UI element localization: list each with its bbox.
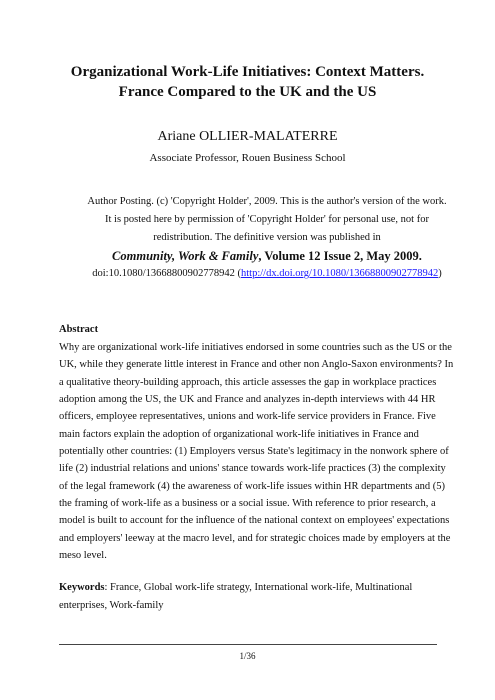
abstract-line: main factors explain the adoption of organizational work-life initiatives in France and bbox=[59, 428, 419, 440]
abstract-line: the framing of work-life as a business or a social issue. With reference to prior research, a bbox=[59, 498, 436, 510]
doi-suffix: ) bbox=[438, 268, 442, 279]
doi-prefix: doi:10.1080/13668800902778942 ( bbox=[92, 268, 241, 279]
posting-line-2: It is posted here by permission of 'Copyright Holder' for personal use, not for bbox=[105, 214, 429, 225]
abstract-line: a qualitative theory-building approach, this article assesses the gap in workplace practices bbox=[59, 376, 437, 388]
abstract-body bbox=[59, 339, 454, 564]
keywords-label: Keywords bbox=[59, 582, 105, 593]
author-name: Ariane OLLIER-MALATERRE bbox=[157, 129, 338, 144]
abstract-line: potentially other countries: (1) Employers versus State's legitimacy in the nonwork sphere of bbox=[59, 446, 449, 458]
abstract-line: officers, employee representatives, unions and work-life service providers in France. Five bbox=[59, 411, 436, 423]
page-number: 1/36 bbox=[239, 651, 256, 661]
doi-line bbox=[82, 265, 452, 283]
abstract-line: life (2) industrial relations and unions' stance towards work-life practices (3) the complexity bbox=[59, 463, 446, 475]
abstract-heading: Abstract bbox=[59, 324, 99, 335]
keywords-line-2: enterprises, Work-family bbox=[59, 599, 164, 611]
journal-issue: , Volume 12 Issue 2, May 2009. bbox=[258, 249, 422, 263]
abstract-line: of the legal framework (4) the awareness of work-life issues within HR departments and (5) bbox=[59, 480, 446, 492]
abstract-line: adoption among the US, the UK and France and analyzes in-depth interviews with 44 HR bbox=[59, 394, 436, 406]
author-posting-notice bbox=[82, 193, 452, 283]
title-line-2: France Compared to the UK and the US bbox=[118, 84, 377, 100]
doi-link[interactable]: http://dx.doi.org/10.1080/13668800902778942 bbox=[240, 268, 439, 279]
abstract-line: and employers' leeway at the macro level, and for strategic choices made by employers at the bbox=[59, 532, 451, 544]
journal-citation bbox=[82, 247, 452, 265]
keywords-section bbox=[59, 579, 439, 614]
keywords-line-1 bbox=[59, 579, 439, 597]
abstract-line: UK, while they generate little interest in France and other non Anglo-Saxon environments? In bbox=[59, 359, 454, 371]
abstract-line: Why are organizational work-life initiatives endorsed in some countries such as the US or the bbox=[59, 342, 452, 353]
author-affiliation: Associate Professor, Rouen Business School bbox=[149, 152, 346, 164]
posting-line-1: Author Posting. (c) 'Copyright Holder', 2009. This is the author's version of the work. bbox=[87, 196, 447, 207]
footer-divider bbox=[59, 644, 437, 645]
abstract-line: model is built to account for the influence of the national context on employees' expectations bbox=[59, 515, 450, 527]
journal-name: Community, Work & Family bbox=[112, 249, 259, 263]
abstract-line: meso level. bbox=[59, 550, 107, 562]
posting-line-3: redistribution. The definitive version was published in bbox=[153, 232, 381, 243]
paper-title bbox=[0, 62, 495, 102]
title-line-1: Organizational Work-Life Initiatives: Context Matters. bbox=[70, 64, 425, 80]
keywords-text-1: : France, Global work-life strategy, International work-life, Multinational bbox=[104, 582, 413, 593]
